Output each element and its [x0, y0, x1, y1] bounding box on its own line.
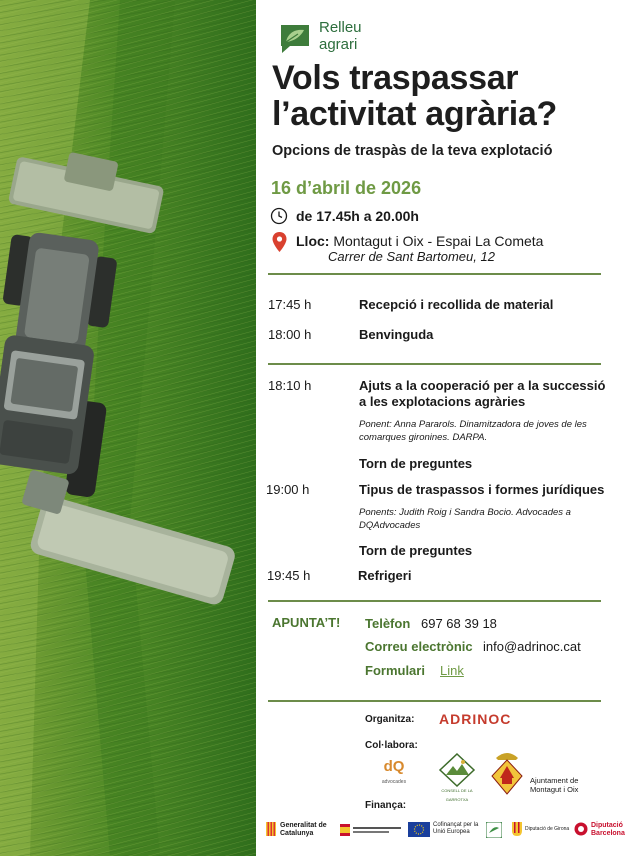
girona-shield-icon [512, 822, 522, 836]
eu-flag-icon [408, 822, 430, 837]
collab-label: Col·labora: [365, 740, 418, 751]
ajuntament-name: Ajuntament de Montagut i Oix [530, 776, 579, 794]
program-note: Ponent: Anna Pararols. Dinamitzadora de joves de les comarques gironines. DARPA. [359, 419, 587, 443]
spanish-government-logo [339, 822, 403, 838]
event-content [256, 0, 642, 856]
municipal-shield-icon [490, 748, 524, 796]
event-time: de 17.45h a 20.00h [296, 208, 419, 224]
senyera-icon [266, 822, 276, 836]
ajuntament-crest [490, 748, 524, 796]
barcelona-text: Diputació Barcelona [591, 822, 625, 837]
program-qa: Torn de preguntes [359, 456, 473, 471]
brand-name: Relleu agrari [319, 19, 362, 53]
event-place [296, 233, 543, 265]
organizer-label: Organitza: [365, 714, 415, 725]
form-link[interactable]: Link [440, 663, 464, 678]
event-date: 16 d’abril de 2026 [271, 178, 422, 198]
phone-label: Telèfon [365, 616, 411, 631]
program-time: 18:00 h [268, 327, 312, 342]
program-time: 19:45 h [267, 568, 311, 583]
form-label: Formulari [365, 663, 425, 678]
divider [268, 363, 601, 365]
signup-heading: APUNTA’T! [272, 615, 341, 630]
place-label: Lloc: [296, 233, 330, 249]
divider [268, 700, 601, 702]
association-logo [438, 753, 476, 802]
girona-text: Diputació de Girona [525, 826, 570, 832]
page-subtitle: Opcions de traspàs de la teva explotació [272, 143, 553, 159]
dq-advocades-logo [374, 758, 414, 790]
program-time: 19:00 h [266, 482, 310, 497]
eu-text: Cofinançat per la Unió Europea [433, 822, 479, 835]
email-label: Correu electrònic [365, 639, 473, 654]
divider [268, 600, 601, 602]
generalitat-text: Generalitat de Catalunya [280, 822, 327, 837]
place-address: Carrer de Sant Bartomeu, 12 [328, 249, 495, 264]
program-title: Benvinguda [359, 327, 434, 342]
map-pin-icon [272, 232, 287, 252]
program-time: 17:45 h [268, 297, 312, 312]
program-title: Ajuts a la cooperació per a la successió a les explotacions agràries [359, 378, 606, 409]
program-title: Recepció i recollida de material [359, 297, 554, 312]
dq-subtitle: advocades [381, 779, 407, 785]
tractor-field-photo [0, 0, 256, 856]
clock-icon [270, 207, 288, 225]
place-venue: Montagut i Oix - Espai La Cometa [333, 233, 544, 249]
program-qa: Torn de preguntes [359, 543, 473, 558]
mountain-emblem-icon [438, 753, 476, 787]
barcelona-seal-icon [574, 822, 588, 836]
leader-logo [486, 822, 502, 838]
program-note: Ponents: Judith Roig i Sandra Bocio. Advocades a DQAdvocades [359, 507, 571, 531]
page-title: Vols traspassar l’activitat agrària? [272, 59, 558, 133]
program-title: Refrigeri [358, 568, 412, 583]
association-name: CONSELL DE LA GARROTXA [441, 788, 473, 802]
phone-value[interactable]: 697 68 39 18 [421, 616, 497, 631]
program-time: 18:10 h [268, 378, 312, 393]
email-value[interactable]: info@adrinoc.cat [483, 639, 581, 654]
finance-label: Finança: [365, 800, 407, 811]
dq-mark: dQ [383, 758, 405, 775]
divider [268, 273, 601, 275]
program-title: Tipus de traspassos i formes jurídiques [359, 482, 605, 497]
adrinoc-logo: ADRINOC [439, 711, 512, 727]
